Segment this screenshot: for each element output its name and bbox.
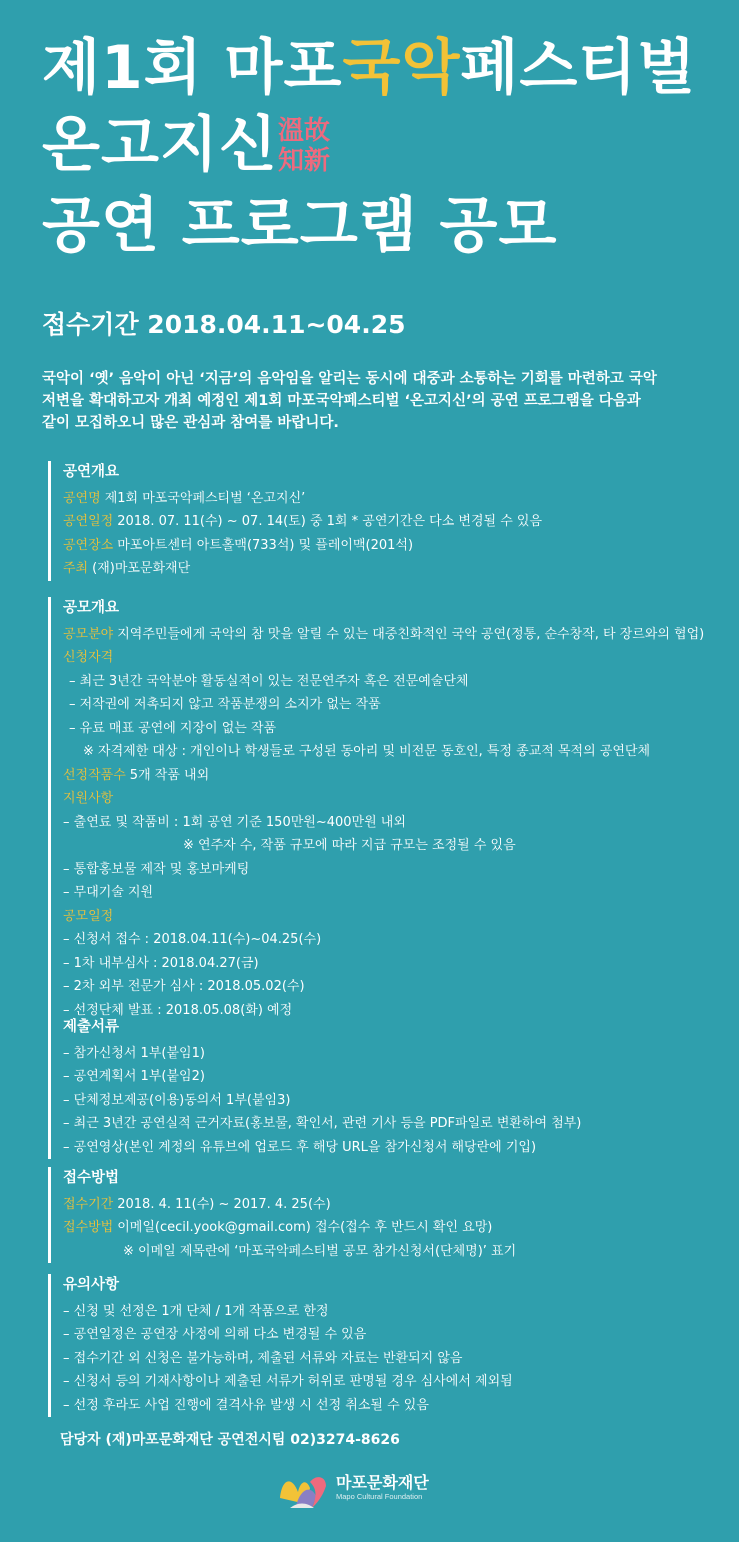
info-row [63,487,542,511]
info-label: 공연명 [63,490,101,506]
main-title-line1 [42,33,697,103]
intro-paragraph [42,368,712,434]
list-item: – 신청서 등의 기재사항이나 제출된 서류가 허위로 판명될 경우 심사에서 제외됨 [63,1374,513,1389]
info-value: (재)마포문화재단 [92,561,191,576]
note-text: ※ 이메일 제목란에 ‘마포국악페스티벌 공모 참가신청서(단체명)’ 표기 [123,1243,517,1259]
list-item: – 최근 3년간 공연실적 근거자료(홍보물, 확인서, 관련 기사 등을 PDF파일로 변환하여 첨부) [63,1116,582,1131]
section-heading: 유의사항 [63,1277,120,1293]
info-label: 공모분야 [63,626,114,642]
list-item: – 유료 매표 공연에 지장이 없는 작품 [69,720,277,736]
list-item: – 공연일정은 공연장 사정에 의해 다소 변경될 수 있음 [63,1327,367,1342]
hanja-top: 溫故 [278,116,331,146]
list-item: – 접수기간 외 신청은 불가능하며, 제출된 서류와 자료는 반환되지 않음 [63,1350,463,1366]
contact-info: 담당자 (재)마포문화재단 공연전시팀 02)3274-8626 [60,1432,400,1448]
hanja-seal [278,116,330,176]
list-item: – 신청서 접수 : 2018.04.11(수)~04.25(수) [63,932,322,947]
application-period: 접수기간 2018.04.11~04.25 [42,310,406,339]
info-value: 지역주민들에게 국악의 참 맛을 알릴 수 있는 대중친화적인 국악 공연(정통, 순수창작, 타 장르와의 협업) [117,626,705,642]
mapo-foundation-logo-icon [276,1468,332,1512]
info-value: 마포아트센터 아트홀맥(733석) 및 플레이맥(201석) [117,537,414,553]
title-part-festival: 페스티벌 [460,33,697,103]
list-item: – 공연계획서 1부(붙임2) [63,1069,205,1084]
list-item: – 참가신청서 1부(붙임1) [63,1045,205,1061]
info-row [63,764,704,788]
list-item: – 저작권에 저촉되지 않고 작품분쟁의 소지가 없는 작품 [69,697,381,712]
info-value: 5개 작품 내외 [129,767,210,783]
list-item: – 최근 3년간 국악분야 활동실적이 있는 전문연주자 혹은 전문예술단체 [69,673,469,689]
sub-heading: 공모일정 [63,908,114,924]
info-row [63,1193,516,1217]
foundation-name: 마포문화재단 [336,1473,429,1492]
list-item: – 무대기술 지원 [63,885,154,900]
info-label: 주최 [63,561,89,576]
foundation-subtitle: Mapo Cultural Foundation [336,1492,423,1501]
info-value: 이메일(cecil.yook@gmail.com) 접수(접수 후 반드시 확인 요망) [117,1220,493,1235]
intro-line: 저변을 확대하고자 개최 예정인 제1회 마포국악페스티벌 ‘온고지신’의 공연 프로그램을 다음과 [42,393,641,409]
title-part-a: 제1회 마포 [42,33,343,103]
hanja-bottom: 知新 [278,146,331,176]
intro-line: 국악이 ‘옛’ 음악이 아닌 ‘지금’의 음악임을 알리는 동시에 대중과 소통하는 기회를 마련하고 국악 [42,371,657,387]
section-heading: 접수방법 [63,1170,120,1186]
section-recruit-overview [48,597,704,1022]
list-item: – 선정단체 발표 : 2018.05.08(화) 예정 [63,1002,293,1018]
note-text: ※ 연주자 수, 작품 규모에 따라 지급 규모는 조정될 수 있음 [183,838,516,853]
sub-heading: 신청자격 [63,650,114,665]
section-performance-overview [48,461,542,581]
list-item: – 선정 후라도 사업 진행에 결격사유 발생 시 선정 취소될 수 있음 [63,1397,429,1413]
info-row [63,534,542,558]
info-label: 공연일정 [63,514,114,529]
info-row [63,1216,516,1240]
note-text: ※ 자격제한 대상 : 개인이나 학생들로 구성된 동아리 및 비전문 동호인, 특정 종교적 목적의 공연단체 [83,744,651,759]
section-heading: 공연개요 [63,464,120,480]
section-precautions [48,1274,513,1417]
sub-heading: 지원사항 [63,791,114,806]
section-heading: 공모개요 [63,600,120,616]
list-item: – 1차 내부심사 : 2018.04.27(금) [63,955,259,971]
info-value: 2018. 07. 11(수) ~ 07. 14(토) 중 1회 * 공연기간은 다소 변경될 수 있음 [117,514,543,529]
list-item: – 신청 및 선정은 1개 단체 / 1개 작품으로 한정 [63,1303,329,1319]
foundation-logo [276,1468,476,1518]
section-submission-documents [48,1016,581,1159]
section-heading: 제출서류 [63,1019,120,1035]
title-part-gugak: 국악 [342,33,461,103]
list-item: – 통합홍보물 제작 및 홍보마케팅 [63,861,250,877]
intro-line: 같이 모집하오니 많은 관심과 참여를 바랍니다. [42,415,339,431]
main-title-line3: 공연 프로그램 공모 [42,191,558,261]
list-item: – 출연료 및 작품비 : 1회 공연 기준 150만원~400만원 내외 [63,814,406,830]
main-title-line2: 온고지신 [42,110,278,180]
info-row [63,623,704,647]
list-item: – 2차 외부 전문가 심사 : 2018.05.02(수) [63,979,305,994]
info-label: 공연장소 [63,537,114,553]
info-label: 접수방법 [63,1220,114,1235]
info-value: 제1회 마포국악페스티벌 ‘온고지신’ [104,490,306,506]
info-label: 선정작품수 [63,767,126,783]
info-row [63,510,542,534]
section-application-method [48,1167,516,1263]
info-label: 접수기간 [63,1196,114,1212]
list-item: – 공연영상(본인 계정의 유튜브에 업로드 후 해당 URL을 참가신청서 해당란에 기입) [63,1139,537,1155]
info-value: 2018. 4. 11(수) ~ 2017. 4. 25(수) [117,1196,331,1212]
info-row [63,557,542,581]
list-item: – 단체정보제공(이용)동의서 1부(붙임3) [63,1092,291,1108]
